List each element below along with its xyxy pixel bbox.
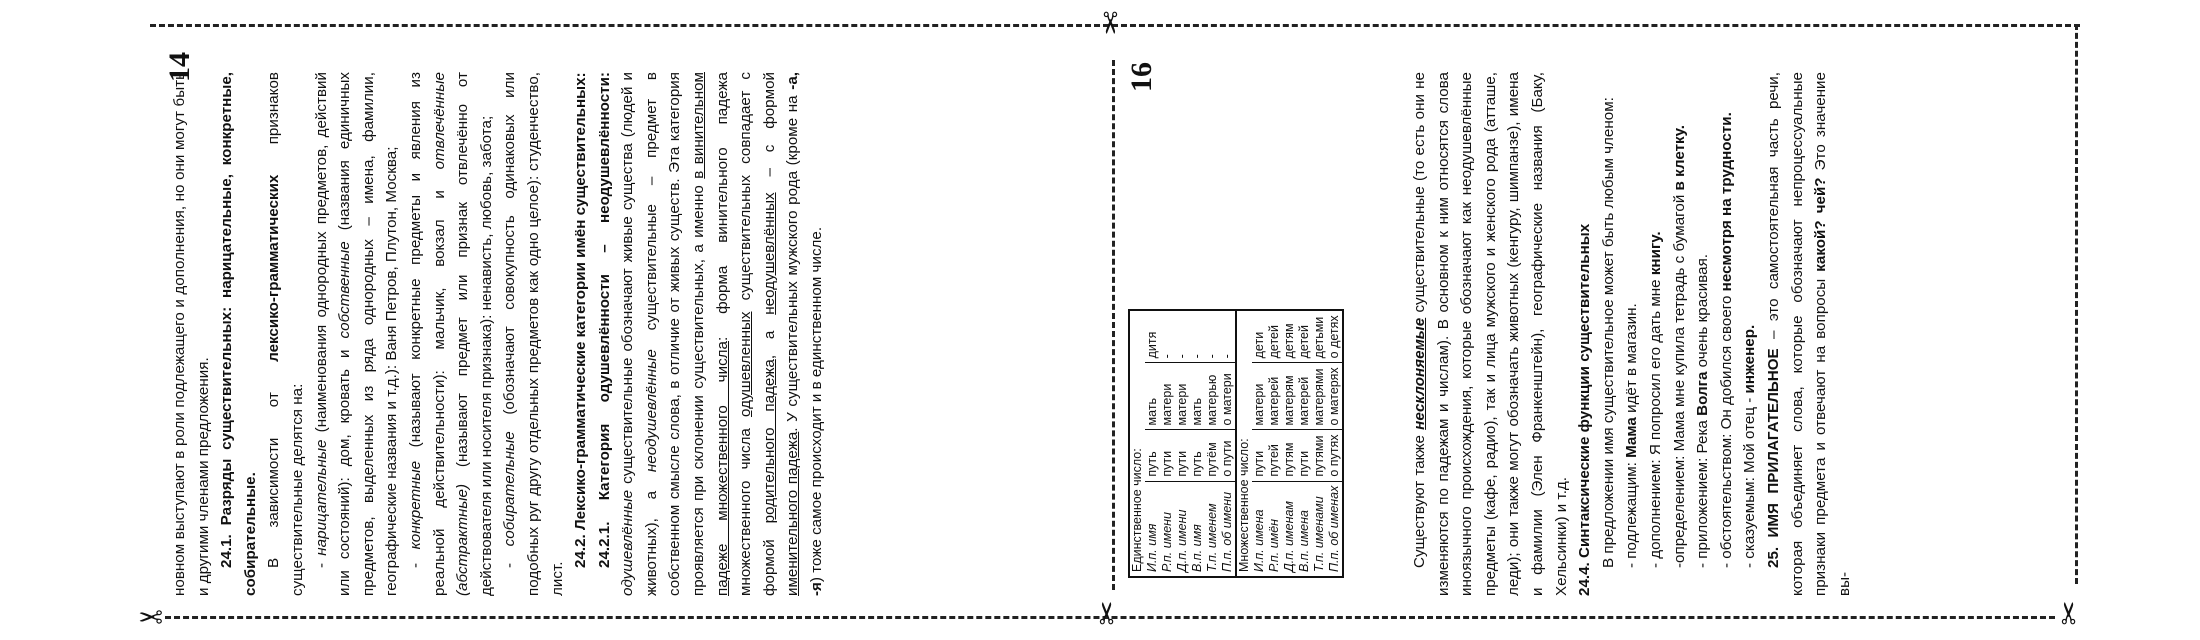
text-run: Это значение вы- — [1812, 72, 1853, 596]
table-cell: детей — [1297, 325, 1311, 359]
table-cell: Д.п. имени — [1175, 481, 1190, 577]
text-run: - подлежащим: — [1623, 457, 1641, 568]
table-cell: путём — [1205, 430, 1220, 481]
text-run: – это самостоятельная часть речи, которая объединяет слова, которые обозначают непроцессуальные признаки предмета и отвечают на вопросы — [1764, 72, 1830, 596]
text-run: - сказуемым: Мой отец - — [1741, 393, 1759, 568]
plural-section — [1236, 310, 1343, 577]
table-row — [1190, 310, 1205, 577]
text-run: книгу. — [1646, 231, 1664, 276]
table-cell: В.п. имена — [1297, 481, 1312, 577]
table-header: Множественное число: — [1236, 310, 1252, 577]
text-run: ) тоже самое происходит и в единственном числе. — [808, 226, 826, 583]
table-row — [1205, 310, 1220, 577]
text-run: инженер. — [1741, 324, 1759, 394]
text-run: (называют предмет или признак отвлечённо от действователя или носителя признака): ненависть, любовь, забота; — [454, 72, 495, 596]
table-cell: - — [1205, 354, 1219, 359]
left-page-text — [168, 72, 1063, 596]
text-run: (наименования однородных предметов, действий или состояний): дом, кровать и — [312, 71, 354, 596]
table-row — [1220, 310, 1236, 577]
table-cell: мать — [1190, 363, 1205, 430]
text-run: -а, -я — [784, 72, 826, 596]
paragraph — [593, 72, 829, 596]
right-cut-line — [2075, 24, 2078, 584]
table-cell: о пути — [1220, 430, 1236, 481]
text-run: - дополнением: Я попросил его дать мне — [1646, 275, 1664, 568]
text-run: – с формой — [760, 71, 778, 193]
table-row — [1297, 310, 1312, 577]
middle-cut-line — [1112, 60, 1115, 590]
text-run: признаков существительные делятся на: — [265, 72, 306, 596]
text-run: В зависимости от — [265, 361, 283, 568]
table-cell: Р.п. имени — [1160, 481, 1175, 577]
text-run: какой? чей? — [1812, 177, 1830, 272]
paragraph — [1620, 72, 1644, 596]
table-cell: матери — [1160, 363, 1175, 430]
scissors-icon: ✂ — [1091, 10, 1127, 36]
text-run: : форма винительного падежа множественного числа — [713, 72, 755, 596]
table-cell: путями — [1312, 430, 1327, 481]
paragraph — [1408, 72, 1573, 596]
text-run: одушевлённые — [619, 489, 637, 596]
paragraph: новном выступают в роли подлежащего и дополнения, но они могут быть и другими членами предложения. — [171, 72, 212, 596]
table-cell: матерью — [1205, 363, 1220, 430]
paragraph — [1738, 72, 1762, 596]
right-page-text — [1408, 72, 2068, 596]
table-cell: матерям — [1282, 363, 1297, 430]
table-cell: пути — [1252, 430, 1267, 481]
table-cell: - — [1175, 354, 1189, 359]
scissors-icon: ✂ — [2052, 600, 2088, 626]
paragraph: В предложении имя существительное может быть любым членом: — [1599, 97, 1617, 568]
section-heading: 24.4. Синтаксические функции существительных — [1576, 223, 1594, 596]
text-run: (названия единичных предметов, выделенных из ряда однородных – имена, фамилии, географические названия и т.д.): Ваня Петров, Плутон, Москва; — [336, 72, 401, 596]
table-cell: мать — [1145, 363, 1160, 430]
table-cell: - — [1160, 354, 1174, 359]
table-cell: пути — [1175, 430, 1190, 481]
text-run: - обстоятельством: Он добился своего — [1717, 291, 1735, 568]
text-run: в клетку. — [1670, 125, 1688, 191]
text-run: - приложением: Река — [1694, 415, 1712, 568]
text-run: очень красивая. — [1694, 253, 1712, 372]
text-run: идёт в магазин. — [1623, 303, 1641, 418]
declension-grid — [1128, 309, 1344, 578]
singular-section — [1129, 310, 1236, 577]
table-cell: дитя — [1145, 331, 1159, 359]
table-cell: матери — [1252, 363, 1267, 430]
table-cell: о путях — [1327, 430, 1343, 481]
text-run: лексико-грамматических — [265, 174, 283, 362]
page-number: 16 — [1125, 62, 1158, 92]
table-cell: - — [1190, 354, 1204, 359]
table-row — [1175, 310, 1190, 577]
table-cell: пути — [1160, 430, 1175, 481]
paragraph — [1715, 72, 1739, 596]
text-run: неодушевлённые — [642, 349, 660, 473]
paragraph — [1691, 72, 1715, 596]
scissors-icon: ✂ — [138, 598, 164, 633]
table-cell: матерей — [1297, 363, 1312, 430]
table-row — [1282, 310, 1297, 577]
declension-table — [1128, 309, 1344, 578]
paragraph — [262, 72, 309, 596]
table-cell: матерей — [1267, 363, 1282, 430]
text-run: существительных совпадает с формой — [737, 71, 778, 596]
section-heading: 24.1. Разряды существительных: нарицательные, конкретные, собирательные. — [218, 72, 259, 596]
table-cell: о детях — [1327, 315, 1341, 359]
table-cell: И.п. имя — [1145, 481, 1160, 577]
table-cell: путь — [1145, 430, 1160, 481]
text-run: . У существительных мужского рода (кроме на — [784, 89, 802, 432]
text-run: - — [406, 549, 424, 568]
table-row — [1312, 310, 1327, 577]
table-row — [1252, 310, 1267, 577]
text-run: Существуют также — [1411, 429, 1428, 568]
text-run: -определением: Мама мне купила тетрадь с бумагой — [1670, 190, 1688, 568]
page-number: 14 — [163, 52, 196, 82]
table-cell: путям — [1282, 430, 1297, 481]
text-run: отвлечённые (абстрактные) — [430, 72, 472, 596]
text-run: 25. ИМЯ ПРИЛАГАТЕЛЬНОЕ — [1764, 348, 1782, 568]
table-row — [1267, 310, 1282, 577]
text-run: 24.2.1. Категория одушевлённости – неодушевлённости: — [595, 72, 613, 568]
paragraph — [498, 72, 569, 596]
text-run: конкретные — [406, 460, 424, 550]
text-run: неодушевлённых — [760, 192, 778, 315]
table-cell: Р.п. имён — [1267, 481, 1282, 577]
table-cell: детей — [1267, 325, 1281, 359]
text-run: родительного падежа — [760, 359, 778, 524]
table-header: Единственное число: — [1130, 448, 1144, 572]
scissors-icon: ✂ — [1090, 600, 1126, 626]
text-run: в винительном падеже множественного числа — [690, 72, 731, 596]
table-cell: о матери — [1220, 363, 1236, 430]
table-cell: о матерях — [1327, 363, 1343, 430]
paragraph — [1644, 72, 1668, 596]
table-row — [1327, 310, 1343, 577]
text-run: Мама — [1623, 417, 1641, 458]
table-cell: дети — [1252, 331, 1266, 359]
table-cell: Т.п. именем — [1205, 481, 1220, 577]
text-run: несмотря на трудности. — [1717, 112, 1735, 292]
table-cell: П.п. об именах — [1327, 481, 1343, 577]
table-cell: Т.п. именами — [1312, 481, 1327, 577]
table-cell: Д.п. именам — [1282, 481, 1297, 577]
text-run: несклоняемые — [1411, 317, 1428, 430]
text-run: одушевленных — [737, 311, 755, 418]
table-cell: П.п. об имени — [1220, 481, 1236, 577]
text-run: собирательные — [501, 431, 519, 547]
table-cell: детям — [1282, 323, 1296, 359]
table-cell: матерями — [1312, 363, 1327, 430]
table-cell: путей — [1267, 430, 1282, 481]
table-cell: И.п. имена — [1252, 481, 1267, 577]
paragraph — [1762, 72, 1856, 596]
table-row — [1145, 310, 1160, 577]
section-heading: 24.2. Лексико-грамматические категории имён существительных: — [572, 72, 590, 568]
table-cell: В.п. имя — [1190, 481, 1205, 577]
table-cell: путь — [1190, 430, 1205, 481]
text-run: (называют конкретные предметы и явления из реальной действительности): мальчик, вокзал и — [406, 71, 448, 596]
text-run: существительные обозначают живые существа (людей и животных), а — [619, 72, 660, 596]
text-run: , а — [760, 314, 778, 360]
table-row — [1160, 310, 1175, 577]
text-run: - — [501, 546, 519, 568]
text-run: нарицательные — [312, 439, 330, 556]
text-run: (обозначают совокупность одинаковых или подобных руг другу отдельных предметов как одно целое): студенчество, лист. — [501, 72, 566, 596]
table-cell: матери — [1175, 363, 1190, 430]
table-cell: - — [1220, 354, 1234, 359]
text-run: Волга — [1694, 371, 1712, 416]
paragraph — [310, 72, 404, 596]
text-run: - — [312, 555, 330, 568]
table-cell: пути — [1297, 430, 1312, 481]
table-cell: детьми — [1312, 316, 1326, 359]
paragraph — [404, 72, 498, 596]
text-run: собственные — [336, 241, 354, 339]
paragraph — [1668, 72, 1692, 596]
text-run: именительного падежа — [784, 431, 802, 596]
text-run: существительные – предмет в собственном смысле слова, в отличие от живых существ. Эта категория проявляется при склонении существительных, а именно — [642, 72, 708, 596]
text-run: существительные (то есть они не изменяются по падежам и числам). В основном к ним относятся слова иноязычного происхождения, которые обозначают как неодушевлённые предметы (кафе, радио), так и лица мужского и женского рода (атташе, леди); они также могут обозначать животных (кенгуру, шимпанзе), имена и фамилии (Элен Франкенштейн), географические названия (Баку, Хельсинки) и т.д. — [1411, 72, 1570, 596]
